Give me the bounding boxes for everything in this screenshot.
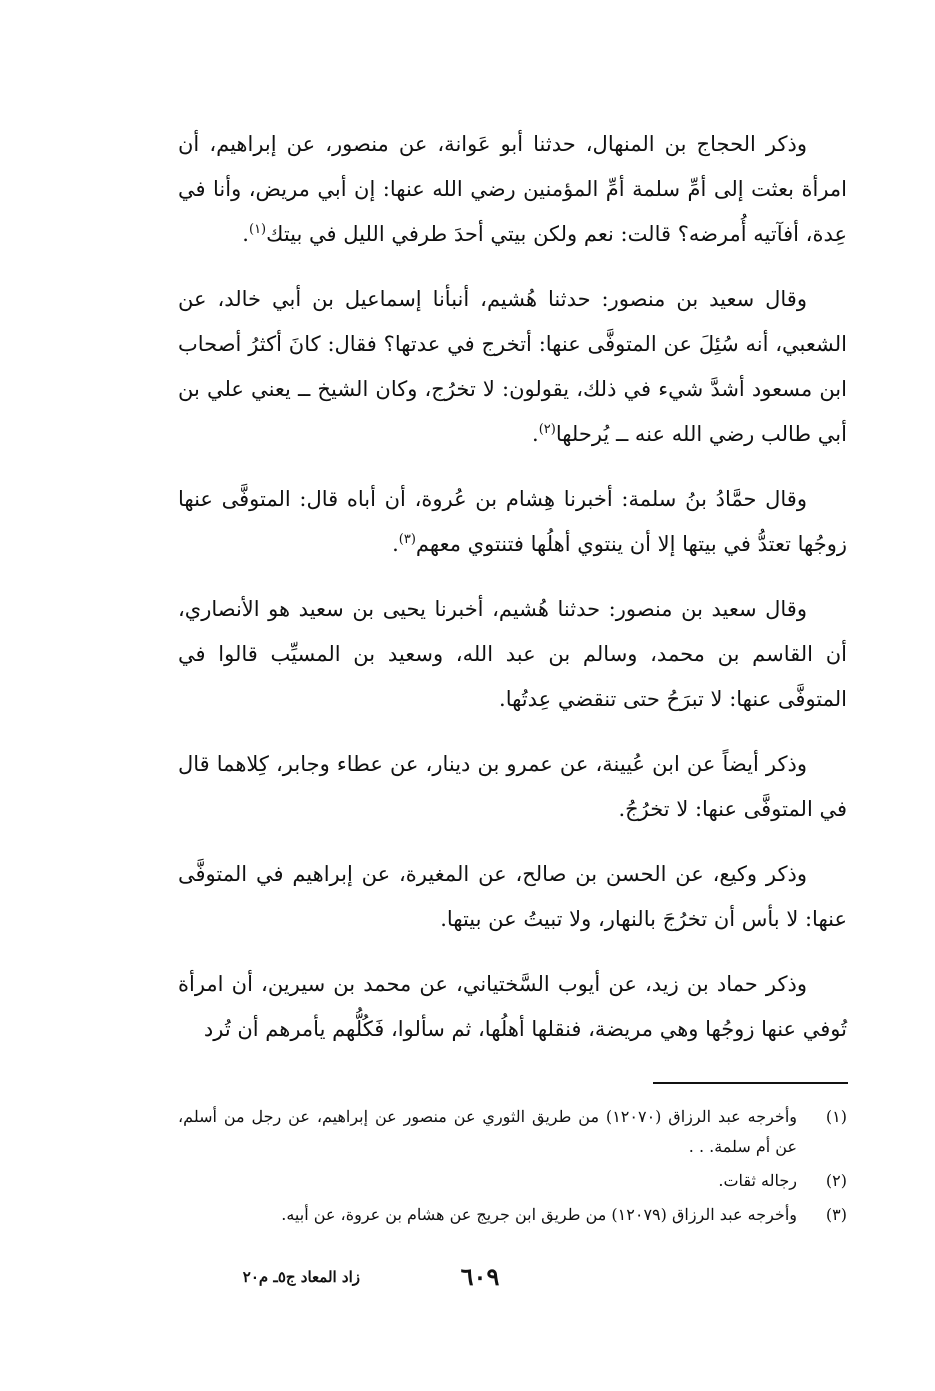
paragraph-1-end: . [242, 222, 249, 246]
paragraph-3-end: . [392, 532, 399, 556]
paragraph-3-text: وقال حمَّادُ بنُ سلمة: أخبرنا هِشام بن عُروة، أن أباه قال: المتوفَّى عنها زوجُها تعتدُّ في بيتها إلا أن ينتوي أهلُها فتنتوي معهم [178, 487, 847, 556]
footnote-2 [178, 1166, 847, 1196]
footnote-number: (١) [825, 1107, 847, 1126]
paragraph-1 [178, 122, 847, 257]
paragraph-3 [178, 477, 847, 567]
paragraph-2-end: . [532, 422, 539, 446]
footnote-ref-1[interactable]: (١) [248, 222, 267, 237]
footnote-text: وأخرجه عبد الرزاق (١٢٠٧٠) من طريق الثوري عن منصور عن إبراهيم، عن رجل من أسلم، عن أم سلمة. . . [178, 1107, 797, 1156]
footnote-number: (٢) [825, 1171, 847, 1190]
running-footer: زاد المعاد ج٥ـ م٢٠ [242, 1268, 360, 1286]
page-number: ٦٠٩ [460, 1262, 500, 1291]
paragraph-2-text: وقال سعيد بن منصور: حدثنا هُشيم، أنبأنا إسماعيل بن أبي خالد، عن الشعبي، أنه سُئِلَ عن المتوفَّى عنها: أتخرج في عدتها؟ فقال: كانَ أكثرُ أصحاب ابن مسعود أشدَّ شيء في ذلك، يقولون: لا تخرُج، وكان الشيخ ــ يعني علي بن أبي طالب رضي الله عنه ــ يُرحلها [178, 287, 847, 446]
paragraph-5-text: وذكر أيضاً عن ابن عُيينة، عن عمرو بن دينار، عن عطاء وجابر، كِلاهما قال في المتوفَّى عنها: لا تخرُجُ. [178, 752, 847, 821]
footnote-text: وأخرجه عبد الرزاق (١٢٠٧٩) من طريق ابن جريج عن هشام بن عروة، عن أبيه. [281, 1205, 797, 1224]
footnote-1 [178, 1102, 847, 1162]
footnote-number: (٣) [825, 1205, 847, 1224]
footnote-ref-3[interactable]: (٣) [398, 532, 416, 547]
paragraph-4-text: وقال سعيد بن منصور: حدثنا هُشيم، أخبرنا يحيى بن سعيد هو الأنصاري، أن القاسم بن محمد، وسالم بن عبد الله، وسعيد بن المسيِّب قالوا في المتوفَّى عنها: لا تبرَحُ حتى تنقضي عِدتُها. [178, 597, 847, 711]
footnote-3 [178, 1200, 847, 1230]
footnote-ref-2[interactable]: (٢) [538, 422, 556, 437]
paragraph-7 [178, 962, 847, 1052]
footnote-text: رجاله ثقات. [718, 1171, 797, 1190]
paragraph-4 [178, 587, 847, 722]
footnotes [178, 1102, 847, 1234]
paragraph-1-text: وذكر الحجاج بن المنهال، حدثنا أبو عَوانة، عن منصور، عن إبراهيم، أن امرأة بعثت إلى أمِّ سلمة أمِّ المؤمنين رضي الله عنها: إن أبي مريض، وأنا في عِدة، أفآتيه أُمرضه؟ قالت: نعم ولكن بيتي أحدَ طرفي الليل في بيتك [178, 132, 847, 246]
main-text [178, 122, 847, 1052]
paragraph-6 [178, 852, 847, 942]
paragraph-7-text: وذكر حماد بن زيد، عن أيوب السَّختياني، عن محمد بن سيرين، أن امرأة تُوفي عنها زوجُها وهي مريضة، فنقلها أهلُها، ثم سألوا، فَكُلُّهم يأمرهم أن تُرد [178, 972, 847, 1041]
footnote-separator [653, 1082, 848, 1084]
paragraph-6-text: وذكر وكيع، عن الحسن بن صالح، عن المغيرة، عن إبراهيم في المتوفَّى عنها: لا بأس أن تخرُجَ بالنهار، ولا تبيتُ عن بيتها. [178, 862, 847, 931]
paragraph-5 [178, 742, 847, 832]
paragraph-2 [178, 277, 847, 457]
